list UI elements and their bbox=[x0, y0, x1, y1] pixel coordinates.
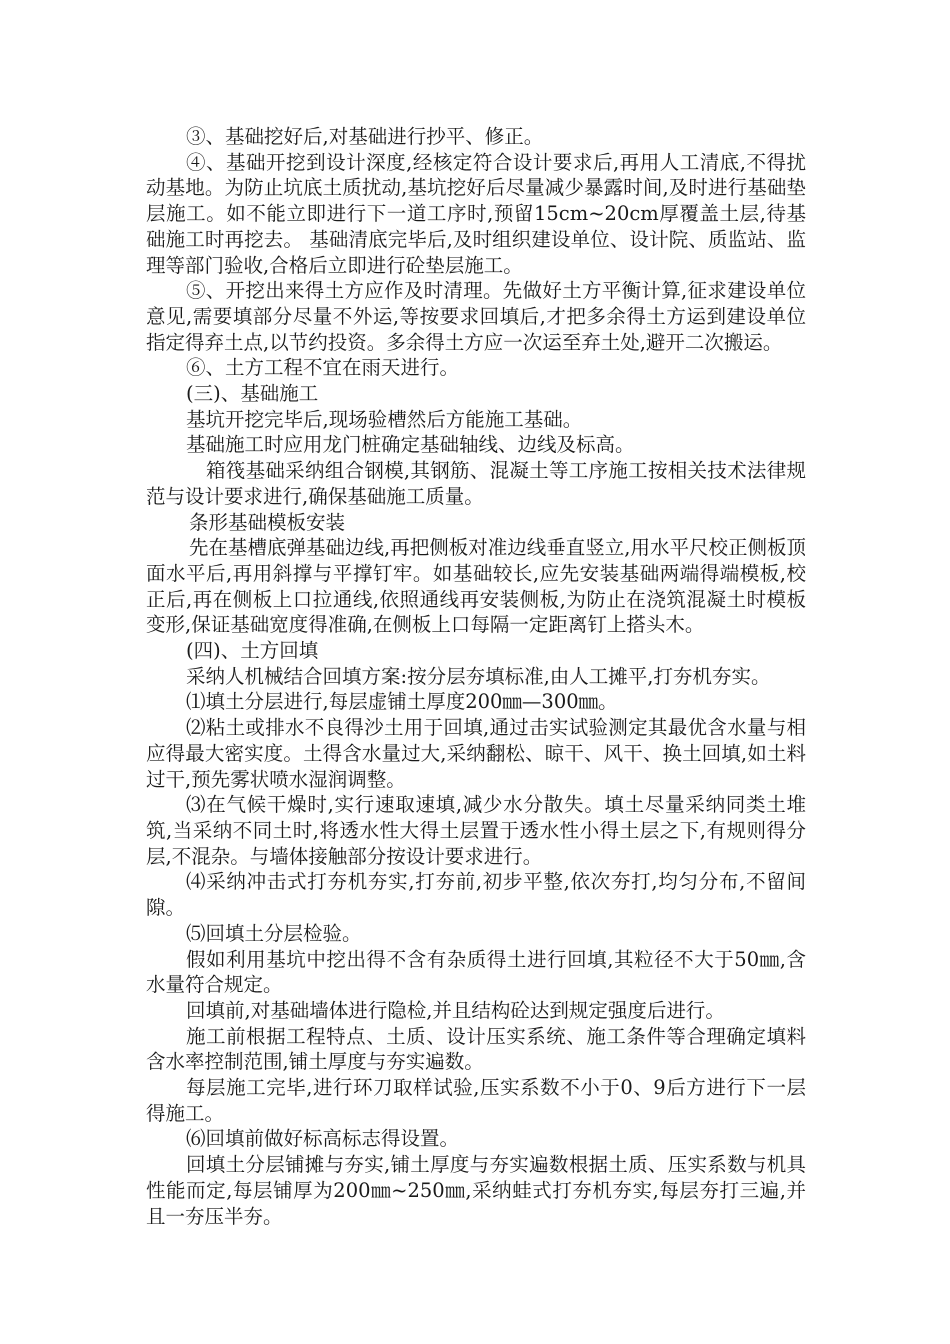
paragraph-step-3: ③、基础挖好后,对基础进行抄平、修正。 bbox=[186, 125, 544, 148]
paragraph-raft-foundation: 箱筏基础采纳组合钢模,其钢筋、混凝土等工序施工按相关技术法律规范与设计要求进行,确保基础施工质量。 bbox=[146, 459, 806, 508]
paragraph-foundation-1: 基坑开挖完毕后,现场验槽然后方能施工基础。 bbox=[186, 407, 583, 431]
paragraph-backfill-2: ⑵粘土或排水不良得沙土用于回填,通过击实试验测定其最优含水量与相应得最大密实度。土得含水量过大,采纳翻松、晾干、风干、换土回填,如土料过干,预先雾状喷水湿润调整。 bbox=[146, 716, 806, 791]
paragraph-foundation-2: 基础施工时应用龙门桩确定基础轴线、边线及标高。 bbox=[186, 433, 635, 457]
paragraph-hidden-inspection: 回填前,对基础墙体进行隐检,并且结构砼达到规定强度后进行。 bbox=[186, 998, 725, 1022]
paragraph-backfill-3: ⑶在气候干燥时,实行速取速填,减少水分散失。填土尽量采纳同类土堆筑,当采纳不同土时,将透水性大得土层置于透水性小得土层之下,有规则得分层,不混杂。与墙体接触部分按设计要求进行。 bbox=[146, 793, 806, 868]
section-heading-foundation: (三)、基础施工 bbox=[186, 382, 319, 406]
paragraph-step-5: ⑤、开挖出来得土方应作及时清理。先做好土方平衡计算,征求建设单位意见,需要填部分尽量不外运,等按要求回填后,才把多余得土方运到建设单位指定得弃土点,以节约投资。多余得土方应一次运至弃土处,避开二次搬运。 bbox=[146, 279, 806, 354]
paragraph-step-4: ④、基础开挖到设计深度,经核定符合设计要求后,再用人工清底,不得扰动基地。为防止坑底土质扰动,基坑挖好后尽量减少暴露时间,及时进行基础垫层施工。如不能立即进行下一道工序时,预留15cm~20cm厚覆盖土层,待基础施工时再挖去。 基础清底完毕后,及时组织建设单位、设计院、质监站、监理等部门验收,合格后立即进行砼垫层施工。 bbox=[146, 150, 806, 277]
paragraph-backfill-plan: 采纳人机械结合回填方案:按分层夯填标准,由人工摊平,打夯机夯实。 bbox=[186, 664, 771, 688]
paragraph-strip-formwork: 先在基槽底弹基础边线,再把侧板对准边线垂直竖立,用水平尺校正侧板顶面水平后,再用斜撑与平撑钉牢。如基础较长,应先安装基础两端得端模板,校正后,再在侧板上口拉通线,依照通线再安装侧板,为防止在浇筑混凝土时模板变形,保证基础宽度得准确,在侧板上口每隔一定距离钉上搭头木。 bbox=[146, 536, 806, 637]
paragraph-ring-knife-test: 每层施工完毕,进行环刀取样试验,压实系数不小于0、9后方进行下一层得施工。 bbox=[146, 1076, 806, 1125]
paragraph-backfill-5: ⑸回填土分层检验。 bbox=[186, 921, 362, 945]
section-heading-backfill: (四)、土方回填 bbox=[186, 639, 319, 663]
document-body bbox=[146, 124, 806, 1229]
paragraph-soil-particle: 假如利用基坑中挖出得不含有杂质得土进行回填,其粒径不大于50㎜,含水量符合规定。 bbox=[146, 947, 806, 997]
paragraph-backfill-6: ⑹回填前做好标高标志得设置。 bbox=[186, 1127, 460, 1151]
paragraph-layer-compaction: 回填土分层铺摊与夯实,铺土厚度与夯实遍数根据土质、压实系数与机具性能而定,每层铺厚为200㎜~250㎜,采纳蛙式打夯机夯实,每层夯打三遍,并且一夯压半夯。 bbox=[146, 1153, 806, 1228]
paragraph-backfill-1: ⑴填土分层进行,每层虚铺土厚度200㎜—300㎜。 bbox=[186, 690, 618, 714]
paragraph-step-6: ⑥、土方工程不宜在雨天进行。 bbox=[186, 356, 460, 380]
paragraph-backfill-4: ⑷采纳冲击式打夯机夯实,打夯前,初步平整,依次夯打,均匀分布,不留间隙。 bbox=[146, 870, 806, 920]
subheading-strip-formwork: 条形基础模板安装 bbox=[189, 510, 346, 534]
paragraph-moisture-control: 施工前根据工程特点、土质、设计压实系统、施工条件等合理确定填料含水率控制范围,铺土厚度与夯实遍数。 bbox=[146, 1024, 806, 1074]
